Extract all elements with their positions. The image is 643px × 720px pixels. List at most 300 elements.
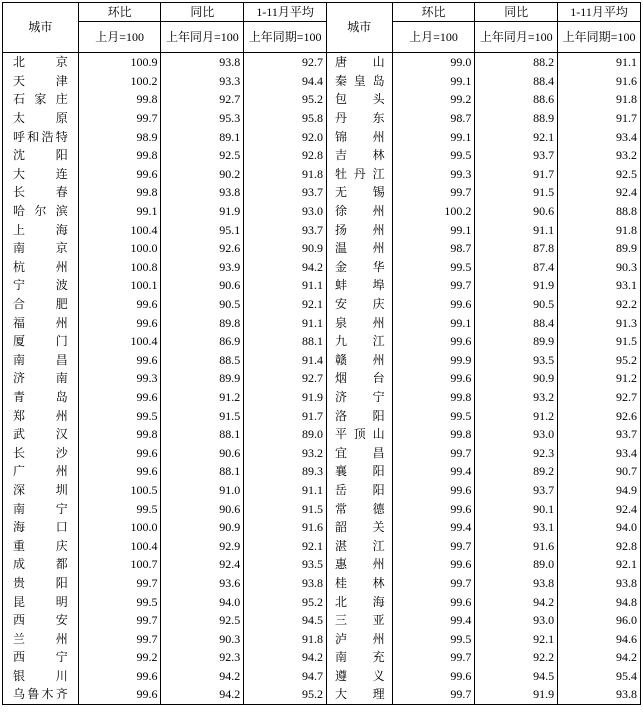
right-mom-value: 99.3 — [392, 165, 475, 184]
yoy-value: 92.4 — [161, 555, 244, 574]
right-avg-value: 91.5 — [558, 332, 641, 351]
right-mom-value: 99.7 — [392, 536, 475, 555]
right-mom-value: 99.7 — [392, 443, 475, 462]
mom-value: 100.4 — [78, 536, 161, 555]
right-mom-value: 99.7 — [392, 648, 475, 667]
right-yoy-value: 87.4 — [475, 258, 558, 277]
right-mom-value: 99.7 — [392, 685, 475, 704]
city-name-right: 牡丹江 — [327, 165, 393, 184]
city-name: 太原 — [3, 109, 79, 128]
city-name: 广州 — [3, 462, 79, 481]
right-yoy-value: 88.6 — [475, 90, 558, 109]
table-row — [3, 648, 641, 667]
table-row — [3, 109, 641, 128]
table-body — [3, 53, 641, 705]
mom-value: 99.7 — [78, 629, 161, 648]
right-mom-value: 99.1 — [392, 313, 475, 332]
right-avg-value: 93.2 — [558, 146, 641, 165]
yoy-value: 90.3 — [161, 629, 244, 648]
yoy-value: 95.1 — [161, 220, 244, 239]
right-mom-value: 99.6 — [392, 667, 475, 686]
city-name-right: 洛阳 — [327, 406, 393, 425]
mom-value: 100.4 — [78, 332, 161, 351]
avg-value: 92.7 — [244, 53, 327, 72]
city-name-right: 湛江 — [327, 536, 393, 555]
right-avg-value: 93.4 — [558, 127, 641, 146]
right-mom-value: 99.5 — [392, 258, 475, 277]
city-name-right: 九江 — [327, 332, 393, 351]
city-name-right: 泉州 — [327, 313, 393, 332]
header-city: 城市 — [3, 3, 79, 53]
city-name: 南昌 — [3, 351, 79, 370]
right-mom-value: 99.0 — [392, 53, 475, 72]
yoy-value: 90.6 — [161, 443, 244, 462]
right-yoy-value: 94.2 — [475, 592, 558, 611]
table-row — [3, 351, 641, 370]
right-avg-value: 93.4 — [558, 443, 641, 462]
city-name: 天津 — [3, 72, 79, 91]
city-name-right: 惠州 — [327, 555, 393, 574]
right-mom-value: 99.6 — [392, 592, 475, 611]
right-yoy-value: 91.9 — [475, 276, 558, 295]
mom-value: 99.7 — [78, 574, 161, 593]
mom-value: 100.2 — [78, 72, 161, 91]
mom-value: 99.6 — [78, 165, 161, 184]
mom-value: 99.8 — [78, 183, 161, 202]
table-header — [3, 3, 641, 53]
right-avg-value: 94.0 — [558, 518, 641, 537]
avg-value: 91.4 — [244, 351, 327, 370]
yoy-value: 90.6 — [161, 499, 244, 518]
mom-value: 99.6 — [78, 388, 161, 407]
right-mom-value: 99.7 — [392, 276, 475, 295]
avg-value: 89.0 — [244, 425, 327, 444]
table-row — [3, 406, 641, 425]
city-name-right: 济宁 — [327, 388, 393, 407]
table-row — [3, 239, 641, 258]
city-name-right: 唐山 — [327, 53, 393, 72]
right-yoy-value: 89.0 — [475, 555, 558, 574]
city-name-right: 泸州 — [327, 629, 393, 648]
table-row — [3, 90, 641, 109]
mom-value: 100.1 — [78, 276, 161, 295]
right-mom-value: 98.7 — [392, 239, 475, 258]
yoy-value: 92.5 — [161, 146, 244, 165]
table-row — [3, 53, 641, 72]
mom-value: 100.5 — [78, 481, 161, 500]
right-mom-value: 99.1 — [392, 127, 475, 146]
yoy-value: 86.9 — [161, 332, 244, 351]
yoy-value: 94.0 — [161, 592, 244, 611]
right-yoy-value: 92.2 — [475, 648, 558, 667]
yoy-value: 89.8 — [161, 313, 244, 332]
table-row — [3, 555, 641, 574]
right-yoy-value: 89.2 — [475, 462, 558, 481]
right-yoy-value: 92.1 — [475, 629, 558, 648]
right-mom-value: 99.4 — [392, 611, 475, 630]
mom-value: 99.6 — [78, 313, 161, 332]
table-row — [3, 295, 641, 314]
right-mom-value: 99.9 — [392, 351, 475, 370]
avg-value: 90.9 — [244, 239, 327, 258]
table-row — [3, 443, 641, 462]
right-yoy-value: 90.5 — [475, 295, 558, 314]
table-row — [3, 685, 641, 704]
right-mom-value: 99.1 — [392, 220, 475, 239]
table-row — [3, 72, 641, 91]
right-yoy-value: 94.5 — [475, 667, 558, 686]
right-yoy-value: 92.3 — [475, 443, 558, 462]
header-yoy: 同比 — [161, 3, 244, 22]
mom-value: 99.6 — [78, 443, 161, 462]
yoy-value: 93.8 — [161, 183, 244, 202]
city-name-right: 无锡 — [327, 183, 393, 202]
city-name-right: 烟台 — [327, 369, 393, 388]
right-avg-value: 91.8 — [558, 220, 641, 239]
mom-value: 99.5 — [78, 406, 161, 425]
city-name-right: 赣州 — [327, 351, 393, 370]
right-yoy-value: 88.9 — [475, 109, 558, 128]
avg-value: 91.8 — [244, 165, 327, 184]
yoy-value: 90.6 — [161, 276, 244, 295]
right-avg-value: 90.3 — [558, 258, 641, 277]
right-mom-value: 99.8 — [392, 425, 475, 444]
yoy-value: 92.9 — [161, 536, 244, 555]
right-yoy-value: 91.1 — [475, 220, 558, 239]
avg-value: 94.4 — [244, 72, 327, 91]
city-name: 重庆 — [3, 536, 79, 555]
city-name: 长沙 — [3, 443, 79, 462]
right-avg-value: 95.2 — [558, 351, 641, 370]
avg-value: 94.7 — [244, 667, 327, 686]
mom-value: 99.2 — [78, 648, 161, 667]
city-name-right: 蚌埠 — [327, 276, 393, 295]
table-row — [3, 481, 641, 500]
avg-value: 95.8 — [244, 109, 327, 128]
table-row — [3, 518, 641, 537]
avg-value: 88.1 — [244, 332, 327, 351]
city-name: 长春 — [3, 183, 79, 202]
city-name: 贵阳 — [3, 574, 79, 593]
header-yoy-base-right: 上年同月=100 — [475, 22, 558, 53]
right-yoy-value: 93.2 — [475, 388, 558, 407]
city-name-right: 南充 — [327, 648, 393, 667]
city-name: 石家庄 — [3, 90, 79, 109]
right-yoy-value: 91.5 — [475, 183, 558, 202]
header-avg-right: 1-11月平均 — [558, 3, 641, 22]
table-row — [3, 258, 641, 277]
right-avg-value: 95.4 — [558, 667, 641, 686]
table-row — [3, 202, 641, 221]
city-name-right: 三亚 — [327, 611, 393, 630]
right-mom-value: 99.6 — [392, 555, 475, 574]
mom-value: 99.1 — [78, 202, 161, 221]
right-avg-value: 92.5 — [558, 165, 641, 184]
avg-value: 91.1 — [244, 313, 327, 332]
avg-value: 91.1 — [244, 276, 327, 295]
yoy-value: 92.5 — [161, 611, 244, 630]
yoy-value: 91.5 — [161, 406, 244, 425]
avg-value: 95.2 — [244, 592, 327, 611]
table-row — [3, 592, 641, 611]
city-name-right: 安庆 — [327, 295, 393, 314]
city-name-right: 韶关 — [327, 518, 393, 537]
right-yoy-value: 93.5 — [475, 351, 558, 370]
avg-value: 95.2 — [244, 90, 327, 109]
yoy-value: 90.5 — [161, 295, 244, 314]
right-avg-value: 92.2 — [558, 295, 641, 314]
right-mom-value: 99.7 — [392, 574, 475, 593]
city-name-right: 桂林 — [327, 574, 393, 593]
table-row — [3, 332, 641, 351]
header-avg: 1-11月平均 — [244, 3, 327, 22]
city-name-right: 吉林 — [327, 146, 393, 165]
avg-value: 92.7 — [244, 369, 327, 388]
yoy-value: 91.9 — [161, 202, 244, 221]
yoy-value: 88.1 — [161, 462, 244, 481]
table-row — [3, 165, 641, 184]
city-name: 厦门 — [3, 332, 79, 351]
city-name: 宁波 — [3, 276, 79, 295]
city-name: 武汉 — [3, 425, 79, 444]
city-name: 兰州 — [3, 629, 79, 648]
mom-value: 99.8 — [78, 425, 161, 444]
right-mom-value: 99.1 — [392, 72, 475, 91]
avg-value: 92.1 — [244, 295, 327, 314]
right-yoy-value: 90.6 — [475, 202, 558, 221]
yoy-value: 92.6 — [161, 239, 244, 258]
yoy-value: 90.9 — [161, 518, 244, 537]
header-avg-base-right: 上年同期=100 — [558, 22, 641, 53]
right-avg-value: 92.1 — [558, 555, 641, 574]
avg-value: 92.8 — [244, 146, 327, 165]
right-yoy-value: 87.8 — [475, 239, 558, 258]
table-row — [3, 629, 641, 648]
right-yoy-value: 91.6 — [475, 536, 558, 555]
right-mom-value: 99.4 — [392, 518, 475, 537]
city-name: 西宁 — [3, 648, 79, 667]
city-name: 大连 — [3, 165, 79, 184]
avg-value: 93.0 — [244, 202, 327, 221]
city-name-right: 遵义 — [327, 667, 393, 686]
yoy-value: 94.2 — [161, 667, 244, 686]
right-avg-value: 93.7 — [558, 425, 641, 444]
avg-value: 93.7 — [244, 220, 327, 239]
table-row — [3, 220, 641, 239]
table-row — [3, 667, 641, 686]
right-yoy-value: 93.7 — [475, 146, 558, 165]
city-name: 哈尔滨 — [3, 202, 79, 221]
city-name-right: 襄阳 — [327, 462, 393, 481]
city-name: 呼和浩特 — [3, 127, 79, 146]
city-name: 合肥 — [3, 295, 79, 314]
right-mom-value: 99.7 — [392, 183, 475, 202]
yoy-value: 92.3 — [161, 648, 244, 667]
right-avg-value: 91.7 — [558, 109, 641, 128]
right-yoy-value: 91.2 — [475, 406, 558, 425]
right-avg-value: 88.8 — [558, 202, 641, 221]
mom-value: 99.6 — [78, 295, 161, 314]
mom-value: 99.8 — [78, 146, 161, 165]
mom-value: 99.6 — [78, 667, 161, 686]
avg-value: 92.1 — [244, 536, 327, 555]
table-row — [3, 611, 641, 630]
mom-value: 100.8 — [78, 258, 161, 277]
city-name-right: 金华 — [327, 258, 393, 277]
city-name: 海口 — [3, 518, 79, 537]
city-name: 乌鲁木齐 — [3, 685, 79, 704]
city-name: 昆明 — [3, 592, 79, 611]
mom-value: 99.6 — [78, 685, 161, 704]
avg-value: 93.7 — [244, 183, 327, 202]
right-yoy-value: 90.1 — [475, 499, 558, 518]
city-name: 南宁 — [3, 499, 79, 518]
table-row — [3, 183, 641, 202]
avg-value: 91.6 — [244, 518, 327, 537]
right-mom-value: 99.2 — [392, 90, 475, 109]
right-yoy-value: 93.7 — [475, 481, 558, 500]
yoy-value: 90.2 — [161, 165, 244, 184]
right-avg-value: 94.9 — [558, 481, 641, 500]
yoy-value: 93.3 — [161, 72, 244, 91]
avg-value: 91.1 — [244, 481, 327, 500]
yoy-value: 88.5 — [161, 351, 244, 370]
city-name-right: 徐州 — [327, 202, 393, 221]
city-name: 杭州 — [3, 258, 79, 277]
header-mom-base: 上月=100 — [78, 22, 161, 53]
city-name: 南京 — [3, 239, 79, 258]
right-mom-value: 99.6 — [392, 332, 475, 351]
city-name-right: 包头 — [327, 90, 393, 109]
mom-value: 99.7 — [78, 611, 161, 630]
city-name-right: 岳阳 — [327, 481, 393, 500]
city-name-right: 锦州 — [327, 127, 393, 146]
city-name: 深圳 — [3, 481, 79, 500]
right-mom-value: 99.6 — [392, 369, 475, 388]
price-index-table — [2, 2, 641, 705]
yoy-value: 88.1 — [161, 425, 244, 444]
avg-value: 94.2 — [244, 258, 327, 277]
right-avg-value: 91.1 — [558, 53, 641, 72]
table-row — [3, 127, 641, 146]
right-avg-value: 90.7 — [558, 462, 641, 481]
right-avg-value: 91.8 — [558, 90, 641, 109]
yoy-value: 94.2 — [161, 685, 244, 704]
city-name-right: 宜昌 — [327, 443, 393, 462]
right-yoy-value: 91.9 — [475, 685, 558, 704]
mom-value: 100.9 — [78, 53, 161, 72]
right-mom-value: 98.7 — [392, 109, 475, 128]
right-avg-value: 93.1 — [558, 276, 641, 295]
mom-value: 100.7 — [78, 555, 161, 574]
right-avg-value: 92.4 — [558, 183, 641, 202]
table-row — [3, 146, 641, 165]
right-yoy-value: 93.0 — [475, 425, 558, 444]
mom-value: 100.4 — [78, 220, 161, 239]
city-name-right: 温州 — [327, 239, 393, 258]
right-mom-value: 100.2 — [392, 202, 475, 221]
right-yoy-value: 92.1 — [475, 127, 558, 146]
right-mom-value: 99.5 — [392, 146, 475, 165]
city-name-right: 扬州 — [327, 220, 393, 239]
mom-value: 99.6 — [78, 351, 161, 370]
mom-value: 100.0 — [78, 239, 161, 258]
right-avg-value: 93.8 — [558, 574, 641, 593]
mom-value: 99.5 — [78, 592, 161, 611]
avg-value: 91.5 — [244, 499, 327, 518]
header-yoy-base: 上年同月=100 — [161, 22, 244, 53]
city-name-right: 丹东 — [327, 109, 393, 128]
table-row — [3, 462, 641, 481]
table-row — [3, 388, 641, 407]
right-avg-value: 91.3 — [558, 313, 641, 332]
right-avg-value: 92.4 — [558, 499, 641, 518]
city-name: 青岛 — [3, 388, 79, 407]
avg-value: 94.2 — [244, 648, 327, 667]
city-name: 沈阳 — [3, 146, 79, 165]
avg-value: 95.2 — [244, 685, 327, 704]
avg-value: 93.5 — [244, 555, 327, 574]
mom-value: 99.8 — [78, 90, 161, 109]
avg-value: 93.8 — [244, 574, 327, 593]
right-avg-value: 92.6 — [558, 406, 641, 425]
table-row — [3, 536, 641, 555]
yoy-value: 93.6 — [161, 574, 244, 593]
header-mom: 环比 — [78, 3, 161, 22]
city-name: 福州 — [3, 313, 79, 332]
right-yoy-value: 89.9 — [475, 332, 558, 351]
right-yoy-value: 88.4 — [475, 313, 558, 332]
avg-value: 93.2 — [244, 443, 327, 462]
right-mom-value: 99.6 — [392, 481, 475, 500]
table-row — [3, 499, 641, 518]
city-name-right: 大理 — [327, 685, 393, 704]
mom-value: 98.9 — [78, 127, 161, 146]
header-avg-base: 上年同期=100 — [244, 22, 327, 53]
right-yoy-value: 93.0 — [475, 611, 558, 630]
mom-value: 99.5 — [78, 499, 161, 518]
avg-value: 89.3 — [244, 462, 327, 481]
city-name: 成都 — [3, 555, 79, 574]
table-row — [3, 369, 641, 388]
right-avg-value: 94.8 — [558, 592, 641, 611]
yoy-value: 93.8 — [161, 53, 244, 72]
right-yoy-value: 93.8 — [475, 574, 558, 593]
table-row — [3, 313, 641, 332]
yoy-value: 91.0 — [161, 481, 244, 500]
city-name-right: 平顶山 — [327, 425, 393, 444]
city-name: 西安 — [3, 611, 79, 630]
avg-value: 91.8 — [244, 629, 327, 648]
table-row — [3, 574, 641, 593]
right-avg-value: 91.2 — [558, 369, 641, 388]
yoy-value: 93.9 — [161, 258, 244, 277]
right-avg-value: 94.2 — [558, 648, 641, 667]
avg-value: 91.7 — [244, 406, 327, 425]
right-mom-value: 99.6 — [392, 295, 475, 314]
right-avg-value: 96.0 — [558, 611, 641, 630]
yoy-value: 89.1 — [161, 127, 244, 146]
avg-value: 92.0 — [244, 127, 327, 146]
city-name: 银川 — [3, 667, 79, 686]
right-mom-value: 99.8 — [392, 388, 475, 407]
city-name-right: 常德 — [327, 499, 393, 518]
avg-value: 91.9 — [244, 388, 327, 407]
city-name-right: 秦皇岛 — [327, 72, 393, 91]
city-name: 郑州 — [3, 406, 79, 425]
right-yoy-value: 91.7 — [475, 165, 558, 184]
mom-value: 100.0 — [78, 518, 161, 537]
